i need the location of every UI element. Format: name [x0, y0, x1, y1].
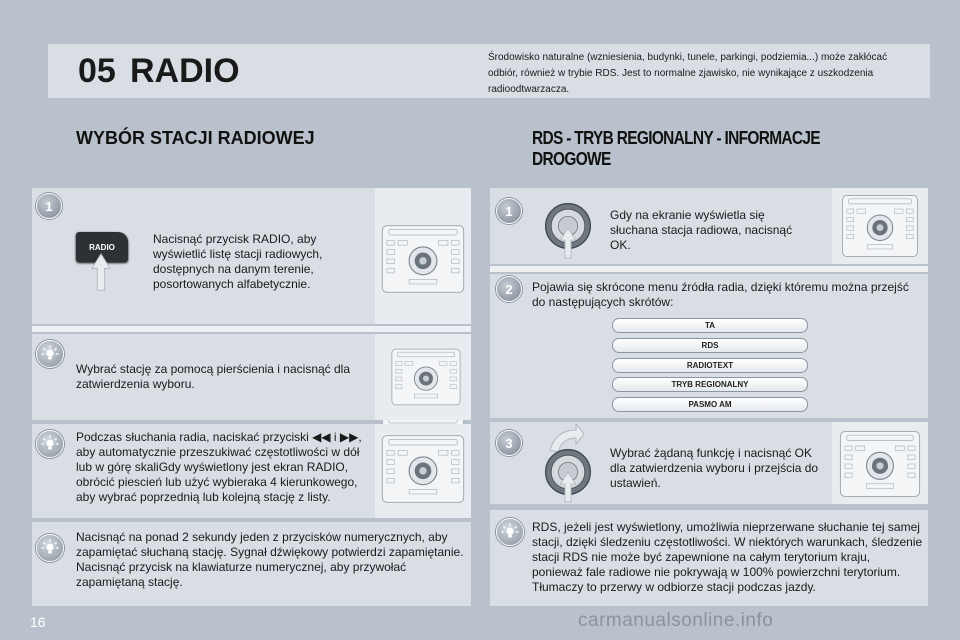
page-number: 16 — [30, 614, 46, 630]
left-tip3-text: Nacisnąć na ponad 2 sekundy jeden z przycisków numerycznych, aby zapamiętać słuchaną stację. Sygnał dźwiękowy potwierdzi zapamiętanie. Nacisnąć przycisk na klawiaturze numerycznej, aby przywołać zapamiętaną stację. — [76, 530, 464, 589]
right-tip-text: RDS, jeżeli jest wyświetlony, umożliwia nieprzerwane słuchanie tej samej stacji, dzięki śledzeniu częstotliwości. W niektórych warunkach, śledzenie stacji RDS nie może być zapewnione na całym terytorium kraju, ponieważ fale radiowe nie pokrywają w 100% powierzchni terytorium. Tłumaczy to przerwy w odbiorze stacji podczas jazdy. — [532, 520, 923, 594]
up-arrow-icon — [559, 470, 577, 504]
left-tip1-text: Wybrać stację za pomocą pierścienia i nacisnąć dla zatwierdzenia wyboru. — [76, 362, 351, 391]
section-title-right: RDS - TRYB REGIONALNY - INFORMACJE DROGOWE — [532, 128, 820, 169]
left-tip2-text: Podczas słuchania radia, naciskać przyciski ◀◀ i ▶▶, aby automatycznie przeszukiwać częstotliwości w dół lub w górę skaliGdy wyświetlony jest ekran RADIO, obrócić piescień lub użyć wybieraka 4 kierunkowego, aby wybrać poprzednią lub kolejną stację z listy. — [76, 430, 362, 504]
right-step3-text: Wybrać żądaną funkcję i nacisnąć OK dla zatwierdzenia wyboru i przejścia do ustawień. — [610, 446, 819, 490]
radio-console-icon — [839, 428, 921, 500]
up-arrow-icon — [90, 252, 112, 292]
right-step2-text: Pojawia się skrócone menu źródła radia, dzięki któremu można przejść do następujących skrótów: — [532, 280, 909, 309]
tip-bulb-icon — [36, 534, 64, 562]
radio-console-icon — [381, 432, 465, 506]
menu-item-tryb-regionalny: TRYB REGIONALNY — [612, 377, 808, 392]
radio-console-icon — [391, 346, 461, 408]
menu-item-ta: TA — [612, 318, 808, 333]
menu-item-pasmo-am: PASMO AM — [612, 397, 808, 412]
radio-button-visual: RADIO — [76, 232, 128, 262]
step-badge: 2 — [496, 276, 522, 302]
step-badge: 1 — [496, 198, 522, 224]
section-title-left: WYBÓR STACJI RADIOWEJ — [76, 128, 315, 148]
tip-bulb-icon — [496, 518, 524, 546]
divider — [32, 326, 471, 332]
right-step1-text: Gdy na ekranie wyświetla się słuchana stacja radiowa, nacisnąć OK. — [610, 208, 793, 252]
radio-console-icon — [381, 222, 465, 296]
up-arrow-icon — [559, 226, 577, 260]
watermark: carmanualsonline.info — [578, 610, 774, 631]
left-step1-text: Nacisnąć przycisk RADIO, aby wyświetlić listę stacji radiowych, dostępnych na danym terenie, posortowanych alfabetycznie. — [153, 232, 323, 291]
divider — [490, 266, 928, 272]
radio-console-icon — [841, 192, 919, 260]
step-badge: 1 — [36, 193, 62, 219]
menu-item-radiotext: RADIOTEXT — [612, 358, 808, 373]
tip-bulb-icon — [36, 430, 64, 458]
chapter-title: RADIO — [130, 52, 240, 90]
step-badge: 3 — [496, 430, 522, 456]
intro-text: Środowisko naturalne (wzniesienia, budynki, tunele, parkingi, podziemia...) może zakłócać odbiór, również w trybie RDS. Jest to normalne zjawisko, nie wynikające z uszkodzenia radioodtwarzacza. — [488, 52, 888, 95]
tip-bulb-icon — [36, 340, 64, 368]
chapter-number: 05 — [78, 52, 116, 90]
menu-item-rds: RDS — [612, 338, 808, 353]
